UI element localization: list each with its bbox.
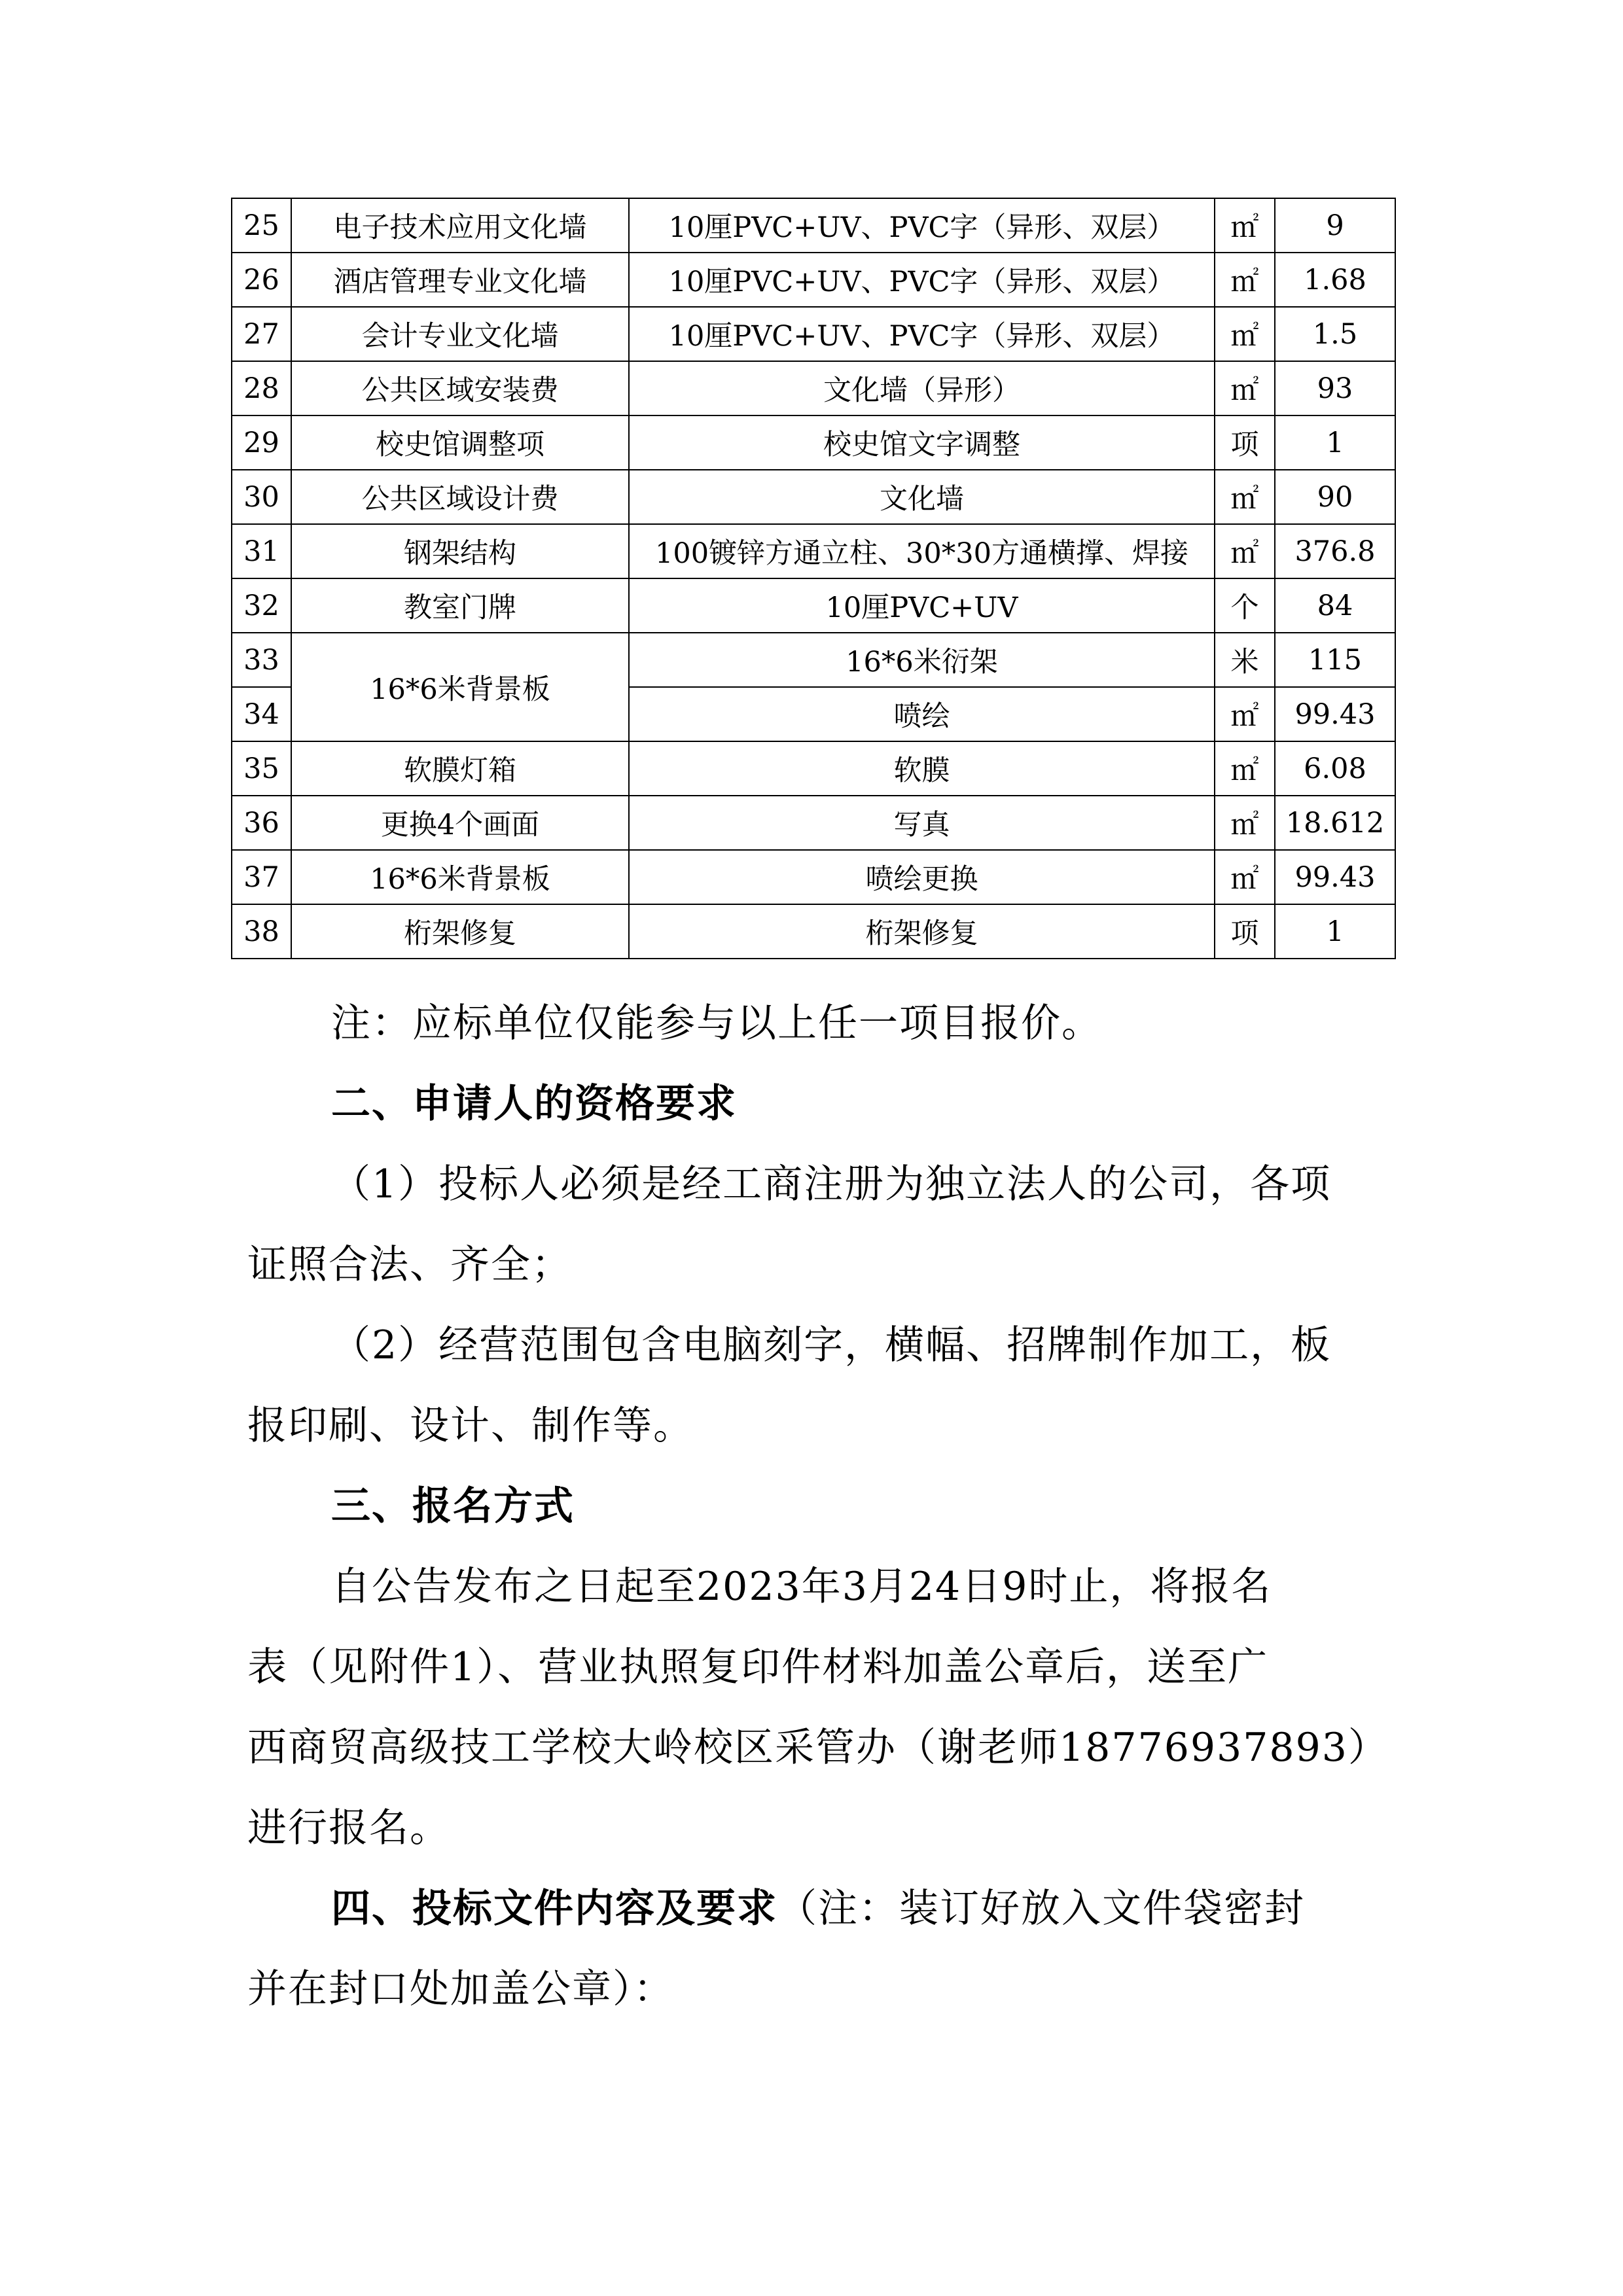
item-unit: 米 bbox=[1215, 633, 1275, 687]
table-row bbox=[232, 415, 1395, 470]
requirement-2-line-1: （2）经营范围包含电脑刻字，横幅、招牌制作加工，板 bbox=[331, 1322, 1332, 1368]
item-qty: 9 bbox=[1275, 198, 1395, 253]
table-row bbox=[232, 578, 1395, 633]
item-spec: 文化墙 bbox=[629, 470, 1215, 524]
item-unit: 项 bbox=[1215, 904, 1275, 959]
row-number: 30 bbox=[232, 470, 291, 524]
row-number: 31 bbox=[232, 524, 291, 578]
section-2-title: 二、申请人的资格要求 bbox=[331, 1081, 737, 1127]
item-spec: 桁架修复 bbox=[629, 904, 1215, 959]
requirement-2-line-2: 报印刷、设计、制作等。 bbox=[247, 1403, 694, 1449]
table-row bbox=[232, 361, 1395, 415]
item-name: 钢架结构 bbox=[291, 524, 629, 578]
item-qty: 99.43 bbox=[1275, 850, 1395, 904]
item-unit: 项 bbox=[1215, 415, 1275, 470]
item-qty: 84 bbox=[1275, 578, 1395, 633]
item-unit: ㎡ bbox=[1215, 198, 1275, 253]
item-unit: ㎡ bbox=[1215, 524, 1275, 578]
item-spec: 喷绘 bbox=[629, 687, 1215, 741]
section-3-title: 三、报名方式 bbox=[331, 1483, 575, 1529]
item-spec: 喷绘更换 bbox=[629, 850, 1215, 904]
table-row bbox=[232, 524, 1395, 578]
row-number: 33 bbox=[232, 633, 291, 687]
item-unit: ㎡ bbox=[1215, 361, 1275, 415]
item-spec: 文化墙（异形） bbox=[629, 361, 1215, 415]
row-number: 35 bbox=[232, 741, 291, 796]
item-spec: 软膜 bbox=[629, 741, 1215, 796]
item-name: 16*6米背景板 bbox=[291, 850, 629, 904]
item-spec: 校史馆文字调整 bbox=[629, 415, 1215, 470]
item-unit: ㎡ bbox=[1215, 253, 1275, 307]
table-row bbox=[232, 198, 1395, 253]
item-qty: 1.5 bbox=[1275, 307, 1395, 361]
item-name: 桁架修复 bbox=[291, 904, 629, 959]
item-name: 会计专业文化墙 bbox=[291, 307, 629, 361]
item-name: 更换4个画面 bbox=[291, 796, 629, 850]
table-row bbox=[232, 741, 1395, 796]
item-qty: 1 bbox=[1275, 904, 1395, 959]
row-number: 38 bbox=[232, 904, 291, 959]
section-4-line-2: 并在封口处加盖公章）： bbox=[247, 1966, 674, 2012]
registration-line-4: 进行报名。 bbox=[247, 1805, 450, 1851]
item-qty: 93 bbox=[1275, 361, 1395, 415]
table-row bbox=[232, 850, 1395, 904]
section-4-title: 四、投标文件内容及要求 bbox=[331, 1886, 777, 1932]
row-number: 27 bbox=[232, 307, 291, 361]
item-spec: 10厘PVC+UV bbox=[629, 578, 1215, 633]
row-number: 28 bbox=[232, 361, 291, 415]
item-name: 软膜灯箱 bbox=[291, 741, 629, 796]
item-spec: 10厘PVC+UV、PVC字（异形、双层） bbox=[629, 253, 1215, 307]
row-number: 26 bbox=[232, 253, 291, 307]
row-number: 37 bbox=[232, 850, 291, 904]
item-name: 校史馆调整项 bbox=[291, 415, 629, 470]
section-4-note: （注：装订好放入文件袋密封 bbox=[777, 1886, 1305, 1932]
items-table bbox=[231, 198, 1396, 959]
row-number: 25 bbox=[232, 198, 291, 253]
row-number: 34 bbox=[232, 687, 291, 741]
table-row bbox=[232, 796, 1395, 850]
row-number: 36 bbox=[232, 796, 291, 850]
item-spec: 100镀锌方通立柱、30*30方通横撑、焊接 bbox=[629, 524, 1215, 578]
row-number: 32 bbox=[232, 578, 291, 633]
item-qty: 376.8 bbox=[1275, 524, 1395, 578]
registration-line-3: 西商贸高级技工学校大岭校区采管办（谢老师18776937893） bbox=[247, 1725, 1389, 1771]
registration-line-1: 自公告发布之日起至2023年3月24日9时止，将报名 bbox=[331, 1564, 1272, 1610]
item-qty: 6.08 bbox=[1275, 741, 1395, 796]
item-name: 16*6米背景板 bbox=[291, 633, 629, 741]
item-unit: ㎡ bbox=[1215, 741, 1275, 796]
item-spec: 10厘PVC+UV、PVC字（异形、双层） bbox=[629, 198, 1215, 253]
item-name: 电子技术应用文化墙 bbox=[291, 198, 629, 253]
item-unit: ㎡ bbox=[1215, 850, 1275, 904]
section-4-line-1 bbox=[331, 1886, 1305, 1932]
table-row bbox=[232, 253, 1395, 307]
item-name: 公共区域安装费 bbox=[291, 361, 629, 415]
item-unit: ㎡ bbox=[1215, 796, 1275, 850]
item-unit: ㎡ bbox=[1215, 307, 1275, 361]
item-name: 酒店管理专业文化墙 bbox=[291, 253, 629, 307]
table-row bbox=[232, 904, 1395, 959]
table-row bbox=[232, 470, 1395, 524]
item-spec: 写真 bbox=[629, 796, 1215, 850]
row-number: 29 bbox=[232, 415, 291, 470]
item-qty: 115 bbox=[1275, 633, 1395, 687]
table-row bbox=[232, 307, 1395, 361]
item-name: 教室门牌 bbox=[291, 578, 629, 633]
item-unit: 个 bbox=[1215, 578, 1275, 633]
registration-line-2: 表（见附件1）、营业执照复印件材料加盖公章后，送至广 bbox=[247, 1644, 1269, 1690]
item-qty: 99.43 bbox=[1275, 687, 1395, 741]
note-line: 注：应标单位仅能参与以上任一项目报价。 bbox=[331, 1000, 1102, 1046]
item-spec: 10厘PVC+UV、PVC字（异形、双层） bbox=[629, 307, 1215, 361]
item-unit: ㎡ bbox=[1215, 687, 1275, 741]
item-qty: 1.68 bbox=[1275, 253, 1395, 307]
requirement-1-line-2: 证照合法、齐全； bbox=[247, 1242, 572, 1288]
item-qty: 1 bbox=[1275, 415, 1395, 470]
item-spec: 16*6米衍架 bbox=[629, 633, 1215, 687]
table-row bbox=[232, 633, 1395, 687]
item-qty: 90 bbox=[1275, 470, 1395, 524]
item-unit: ㎡ bbox=[1215, 470, 1275, 524]
item-name: 公共区域设计费 bbox=[291, 470, 629, 524]
item-qty: 18.612 bbox=[1275, 796, 1395, 850]
requirement-1-line-1: （1）投标人必须是经工商注册为独立法人的公司，各项 bbox=[331, 1161, 1332, 1207]
